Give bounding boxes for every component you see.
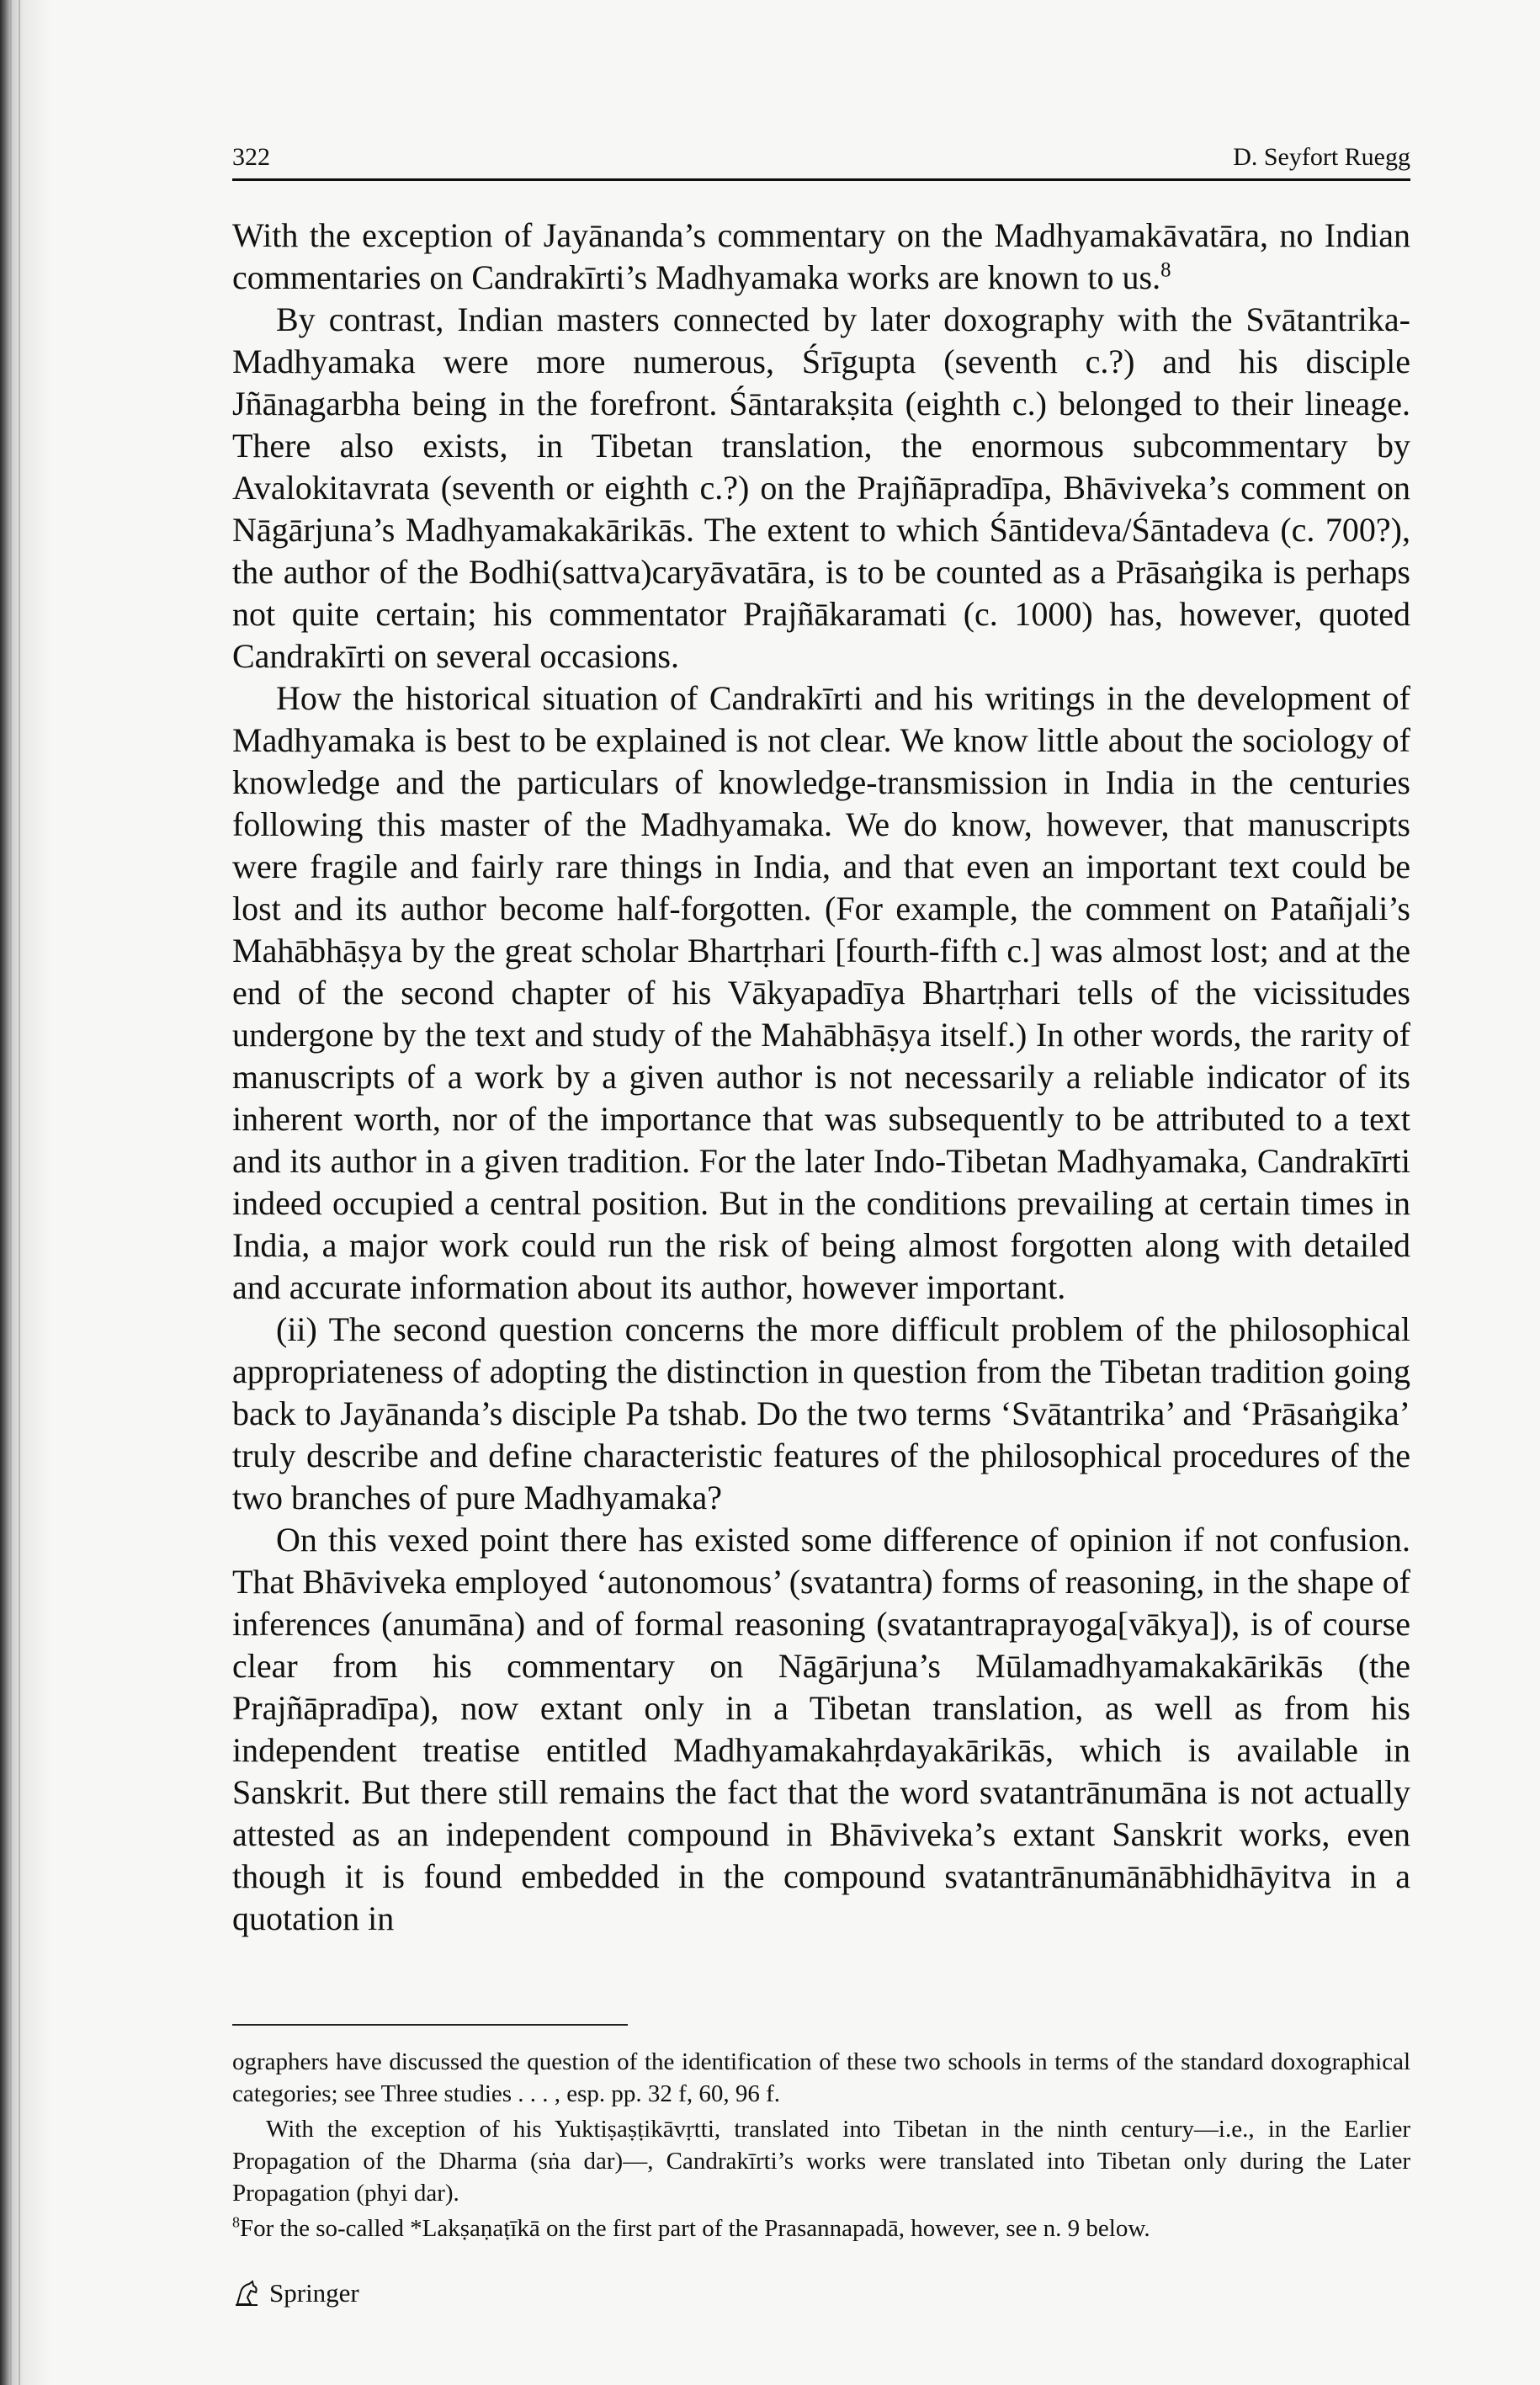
paragraph-1: With the exception of Jayānanda’s commentary on the Madhyamakāvatāra, no Indian commentaries on Candrakīrti’s Madhyamaka works are known to us.$^8$ <box>232 216 1410 296</box>
footnote-8: $^8$For the so-called *Lakṣaṇaṭīkā on the first part of the Prasannapadā, however, see n. 9 below. <box>232 2213 1150 2242</box>
journal-page <box>232 143 1410 2308</box>
footnote-paragraph: With the exception of his Yuktiṣaṣṭikāvṛtti, translated into Tibetan in the ninth century—i.e., in the Earlier Propagation of the Dharma (sṅa dar)—, Candrakīrti’s works were translated into Tibetan only during the Later Propagation (phyi dar). <box>232 2116 1410 2207</box>
paragraph-2: By contrast, Indian masters connected by later doxography with the Svātantrika-Madhyamaka were more numerous, Śrīgupta (seventh c.?) and his disciple Jñānagarbha being in the forefront. Śāntarakṣita (eighth c.) belonged to their lineage. There also exists, in Tibetan translation, the enormous subcommentary by Avalokitavrata (seventh or eighth c.?) on the Prajñāpradīpa, Bhāviveka’s comment on Nāgārjuna’s Madhyamakakārikās. The extent to which Śāntideva/Śāntadeva (c. 700?), the author of the Bodhi(sattva)caryāvatāra, is to be counted as a Prāsaṅgika is perhaps not quite certain; his commentator Prajñākaramati (c. 1000) has, however, quoted Candrakīrti on several occasions. <box>232 300 1410 675</box>
paragraph-5: On this vexed point there has existed some difference of opinion if not confusion. That Bhāviveka employed ‘autonomous’ (svatantra) forms of reasoning, in the shape of inferences (anumāna) and of formal reasoning (svatantraprayoga[vākya]), is of course clear from his commentary on Nāgārjuna’s Mūlamadhyamakakārikās (the Prajñāpradīpa), now extant only in a Tibetan translation, as well as from his independent treatise entitled Madhyamakahṛdayakārikās, which is available in Sanskrit. But there still remains the fact that the word svatantrānumāna is not actually attested as an independent compound in Bhāviveka’s extant Sanskrit works, even though it is found embedded in the compound svatantrānumānābhidhāyitva in a quotation in <box>232 1521 1410 1937</box>
running-head <box>232 143 1410 181</box>
footnote-continuation: ographers have discussed the question of the identification of these two schools in terms of the standard doxographical categories; see Three studies . . . , esp. pp. 32 f, 60, 96 f. <box>232 2048 1410 2107</box>
footnote-rule <box>232 2024 628 2026</box>
footnotes <box>232 2046 1410 2244</box>
running-head-author: D. Seyfort Ruegg <box>1233 143 1410 171</box>
page-number: 322 <box>232 143 270 171</box>
publisher-name: Springer <box>269 2278 359 2308</box>
footnote-ref-8[interactable]: 8 <box>1160 258 1171 282</box>
paragraph-4: (ii) The second question concerns the more difficult problem of the philosophical appropriateness of adopting the distinction in question from the Tibetan tradition going back to Jayānanda’s disciple Pa tshab. Do the two terms ‘Svātantrika’ and ‘Prāsaṅgika’ truly describe and define characteristic features of the philosophical procedures of the two branches of pure Madhyamaka? <box>232 1310 1410 1517</box>
springer-horse-icon <box>232 2279 261 2308</box>
scan-artifact-line <box>19 0 20 2385</box>
publisher-footer <box>232 2278 1410 2308</box>
body-text <box>232 215 1410 1940</box>
footnote-8-marker: 8 <box>232 2213 240 2231</box>
paragraph-3: How the historical situation of Candrakīrti and his writings in the development of Madhyamaka is best to be explained is not clear. We know little about the sociology of knowledge and the particulars of knowledge-transmission in India in the centuries following this master of the Madhyamaka. We do know, however, that manuscripts were fragile and fairly rare things in India, and that even an important text could be lost and its author become half-forgotten. (For example, the comment on Patañjali’s Mahābhāṣya by the great scholar Bhartṛhari [fourth-fifth c.] was almost lost; and at the end of the second chapter of his Vākyapadīya Bhartṛhari tells of the vicissitudes undergone by the text and study of the Mahābhāṣya itself.) In other words, the rarity of manuscripts of a work by a given author is not necessarily a reliable indicator of its inherent worth, nor of the importance that was subsequently to be attributed to a text and its author in a given tradition. For the later Indo-Tibetan Madhyamaka, Candrakīrti indeed occupied a central position. But in the conditions prevailing at certain times in India, a major work could run the risk of being almost forgotten along with detailed and accurate information about its author, however important. <box>232 679 1410 1306</box>
scan-artifact-line <box>10 0 12 2385</box>
